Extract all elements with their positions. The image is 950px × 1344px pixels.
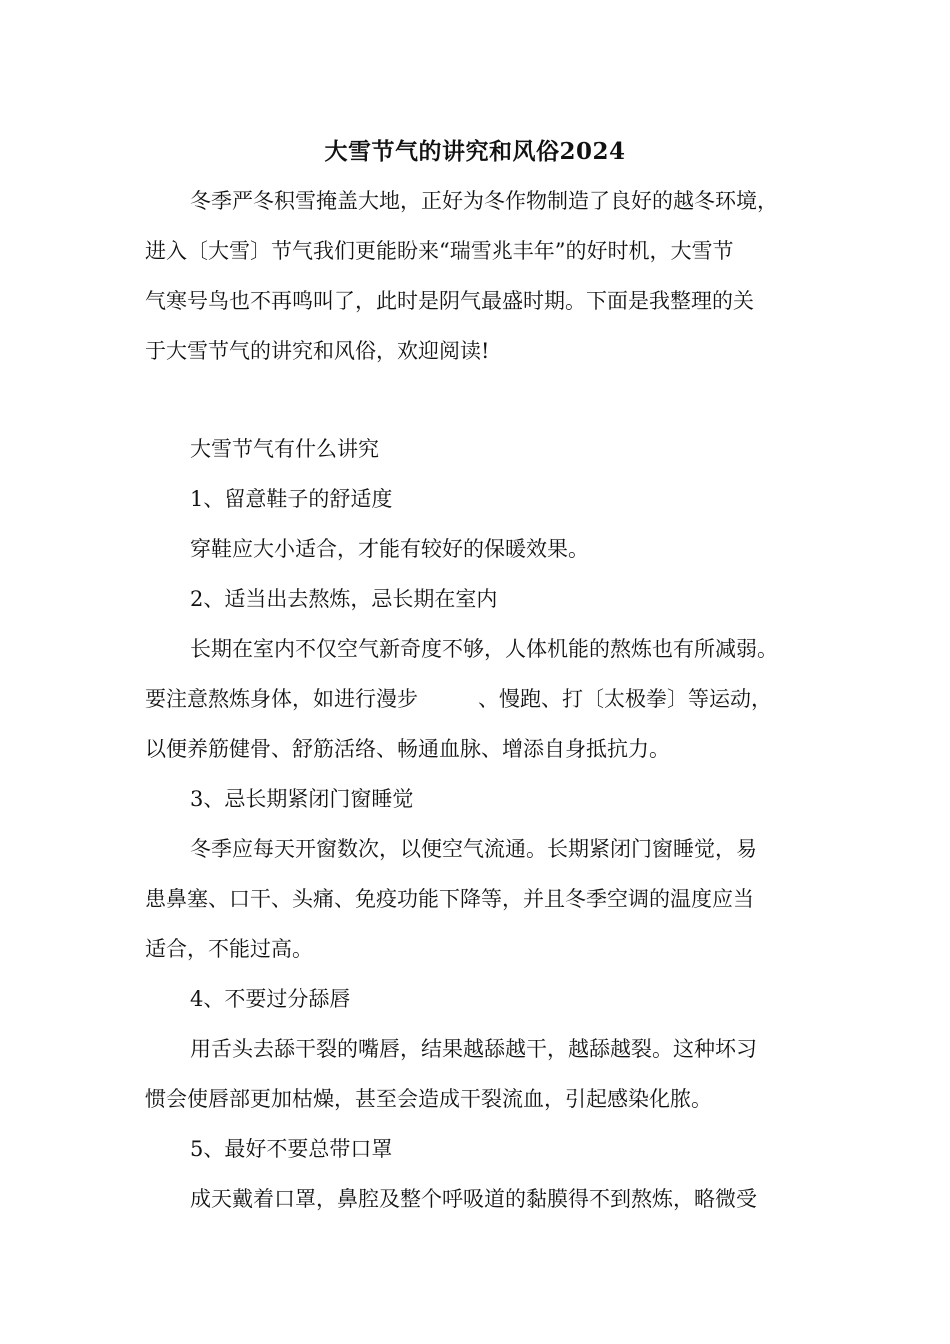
item3-body-line-3: 适合，不能过高。 xyxy=(145,937,313,961)
item5-heading: 5、最好不要总带口罩 xyxy=(190,1137,393,1161)
item2-body-line-2a: 要注意熬炼身体，如进行漫步 xyxy=(145,687,418,711)
item3-body-line-2: 患鼻塞、口干、头痛、免疫功能下降等，并且冬季空调的温度应当 xyxy=(145,887,754,911)
item4-heading: 4、不要过分舔唇 xyxy=(190,987,351,1011)
intro-line-1: 冬季严冬积雪掩盖大地，正好为冬作物制造了良好的越冬环境， xyxy=(190,189,778,213)
section-heading: 大雪节气有什么讲究 xyxy=(190,437,379,461)
item2-body-line-2 xyxy=(145,684,772,714)
document-title: 大雪节气的讲究和风俗2024 xyxy=(324,138,626,165)
item2-body-line-2b: 、慢跑、打〔太极拳〕等运动， xyxy=(478,687,772,711)
item5-body-line-1: 成天戴着口罩，鼻腔及整个呼吸道的黏膜得不到熬炼，略微受 xyxy=(190,1187,757,1211)
item2-body-line-3: 以便养筋健骨、舒筋活络、畅通血脉、增添自身抵抗力。 xyxy=(145,737,670,761)
item3-body-line-1: 冬季应每天开窗数次，以便空气流通。长期紧闭门窗睡觉，易 xyxy=(190,837,757,861)
item1-body: 穿鞋应大小适合，才能有较好的保暖效果。 xyxy=(190,537,589,561)
item2-heading: 2、适当出去熬炼，忌长期在室内 xyxy=(190,587,498,611)
item4-body-line-2: 惯会使唇部更加枯燥，甚至会造成干裂流血，引起感染化脓。 xyxy=(145,1087,712,1111)
intro-line-2: 进入〔大雪〕节气我们更能盼来“瑞雪兆丰年”的好时机，大雪节 xyxy=(145,239,734,263)
item4-body-line-1: 用舌头去舔干裂的嘴唇，结果越舔越干，越舔越裂。这种坏习 xyxy=(190,1037,757,1061)
item3-heading: 3、忌长期紧闭门窗睡觉 xyxy=(190,787,414,811)
item2-body-line-1: 长期在室内不仅空气新奇度不够，人体机能的熬炼也有所减弱。 xyxy=(190,637,778,661)
intro-line-3: 气寒号鸟也不再鸣叫了，此时是阴气最盛时期。下面是我整理的关 xyxy=(145,289,754,313)
item1-heading: 1、留意鞋子的舒适度 xyxy=(190,487,393,511)
intro-line-4: 于大雪节气的讲究和风俗，欢迎阅读! xyxy=(145,339,490,363)
